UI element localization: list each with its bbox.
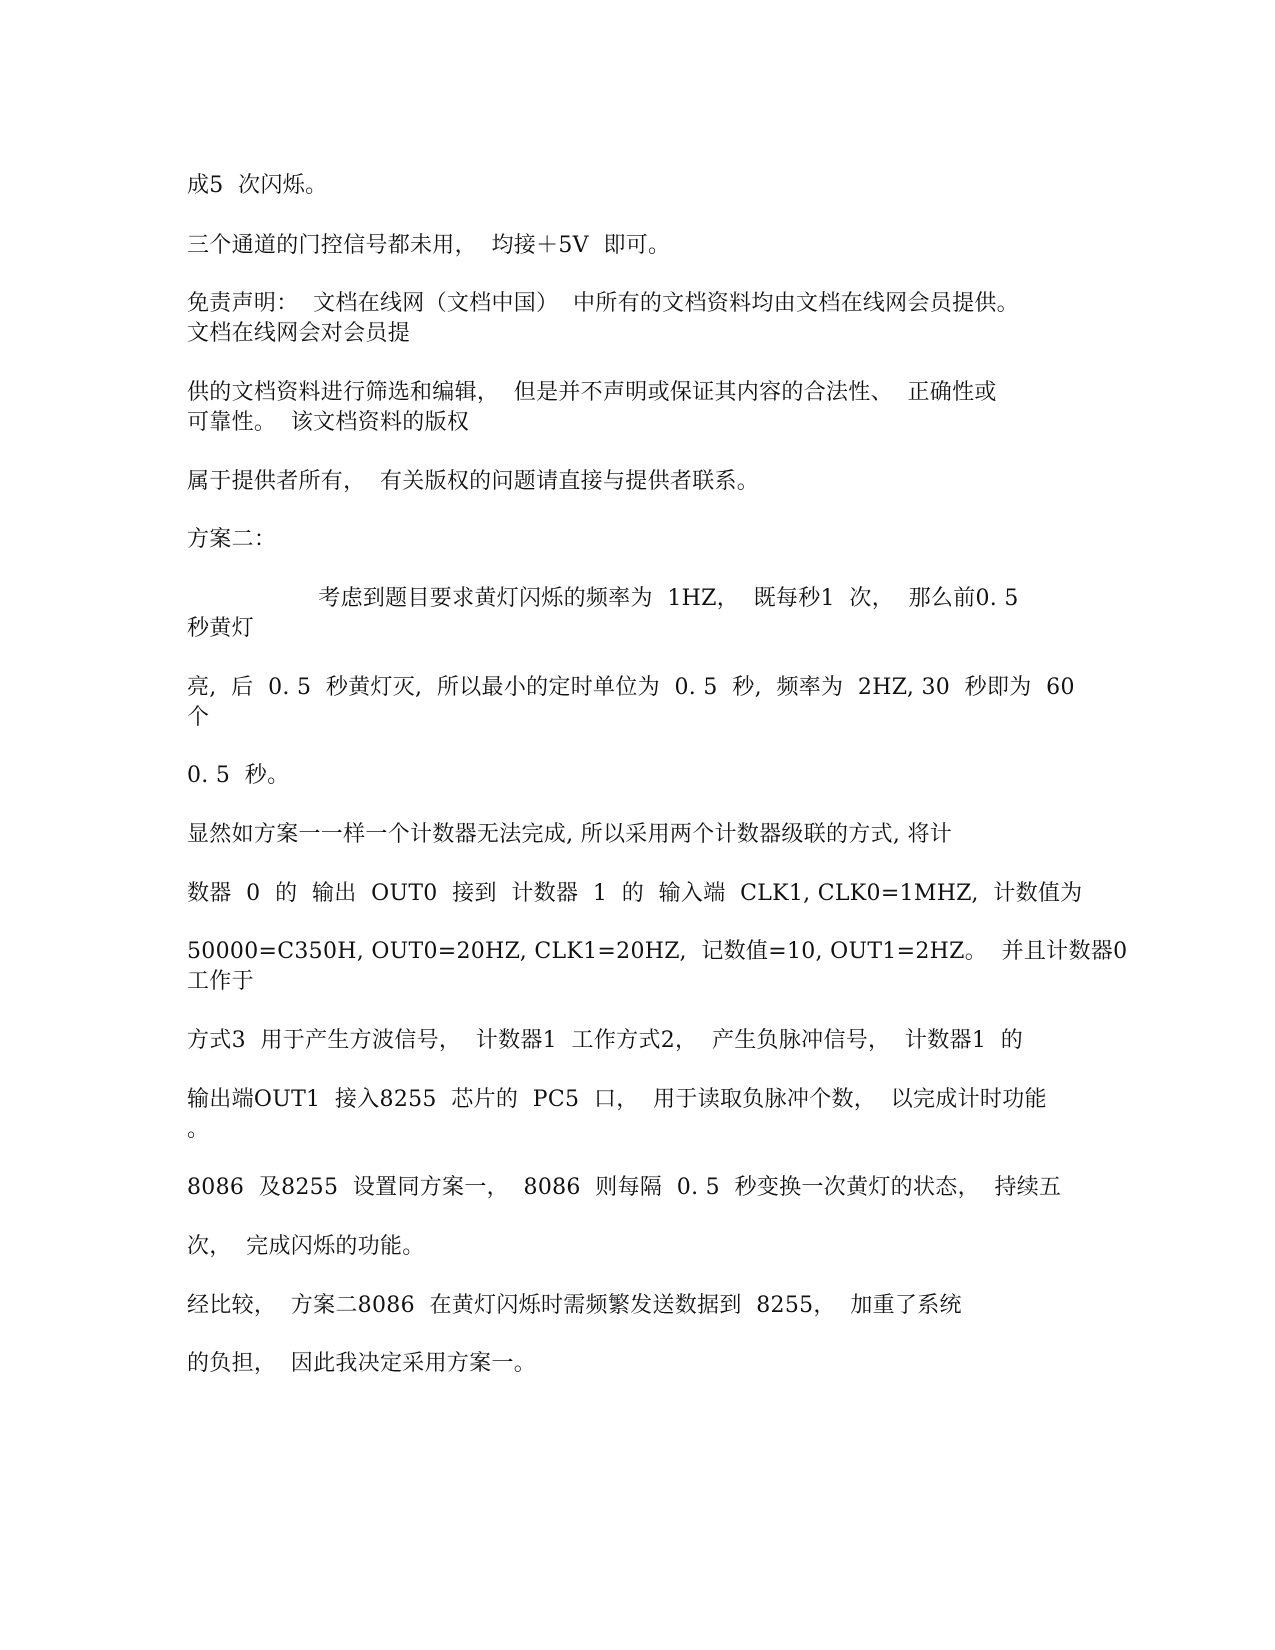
text-line: 。 bbox=[187, 1117, 210, 1142]
text-line: 文档在线网会对会员提 bbox=[187, 321, 411, 346]
text-line: 经比较， 方案二8086 在黄灯闪烁时需频繁发送数据到 8255， 加重了系统 bbox=[187, 1293, 962, 1318]
text-line: 供的文档资料进行筛选和编辑， 但是并不声明或保证其内容的合法性、 正确性或 bbox=[187, 380, 997, 405]
text-line: 输出端OUT1 接入8255 芯片的 PC5 口， 用于读取负脉冲个数， 以完成计时功能 bbox=[187, 1087, 1047, 1112]
text-line: 次， 完成闪烁的功能。 bbox=[187, 1234, 425, 1259]
text-line: 数器 0 的 输出 OUT0 接到 计数器 1 的 输入端 CLK1, CLK0=1MHZ, 计数值为 bbox=[187, 881, 1083, 906]
text-line: 成5 次闪烁。 bbox=[187, 173, 328, 198]
text-line: 0. 5 秒。 bbox=[187, 763, 290, 788]
text-line: 免责声明： 文档在线网（文档中国） 中所有的文档资料均由文档在线网会员提供。 bbox=[187, 291, 1019, 316]
text-line: 考虑到题目要求黄灯闪烁的频率为 1HZ， 既每秒1 次， 那么前0. 5 bbox=[187, 586, 1019, 611]
text-line: 的负担， 因此我决定采用方案一。 bbox=[187, 1351, 537, 1376]
text-line: 属于提供者所有， 有关版权的问题请直接与提供者联系。 bbox=[187, 469, 760, 494]
text-line: 三个通道的门控信号都未用， 均接＋5V 即可。 bbox=[187, 233, 671, 258]
text-line: 50000=C350H, OUT0=20HZ, CLK1=20HZ, 记数值=10, OUT1=2HZ。 并且计数器0 bbox=[187, 939, 1128, 964]
text-line: 8086 及8255 设置同方案一， 8086 则每隔 0. 5 秒变换一次黄灯的状态， 持续五 bbox=[187, 1175, 1062, 1200]
text-line: 个 bbox=[187, 705, 210, 730]
text-line: 工作于 bbox=[187, 969, 254, 994]
text-line: 方式3 用于产生方波信号， 计数器1 工作方式2， 产生负脉冲信号， 计数器1 的 bbox=[187, 1028, 1024, 1053]
section-heading: 方案二： bbox=[187, 527, 277, 552]
text-line: 显然如方案一一样一个计数器无法完成, 所以采用两个计数器级联的方式, 将计 bbox=[187, 822, 953, 847]
text-line: 亮, 后 0. 5 秒黄灯灭, 所以最小的定时单位为 0. 5 秒, 频率为 2HZ, 30 秒即为 60 bbox=[187, 675, 1075, 700]
text-line: 秒黄灯 bbox=[187, 616, 254, 641]
text-line: 可靠性。 该文档资料的版权 bbox=[187, 410, 470, 435]
